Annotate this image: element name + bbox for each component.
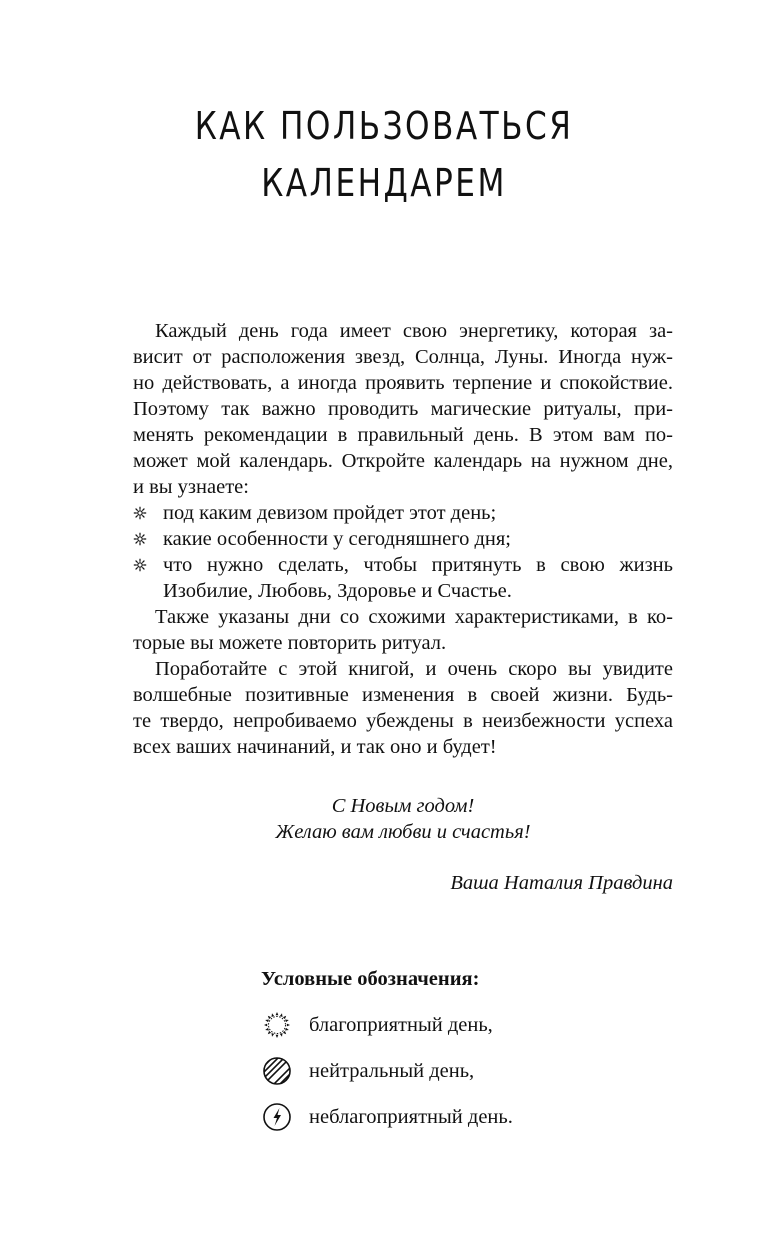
paragraph-line: торые вы можете повторить ритуал. [133,632,447,654]
legend-title: Условные обозначения: [261,968,480,990]
lightning-circle-icon [261,1101,293,1133]
title-line-2: КАЛЕНДАРЕМ [261,161,507,205]
list-item [133,500,673,526]
bullet-text: под каким девизом пройдет этот день; [163,502,497,524]
intro-line: Каждый день года имеет свою энергетику, которая за- [155,320,673,342]
paragraph-line: Поработайте с этой книгой, и очень скоро вы увидите [155,658,673,680]
legend-item-unfavorable [261,1100,513,1134]
hatched-circle-icon [261,1055,293,1087]
bullet-continuation: Изобилие, Любовь, Здоровье и Счастье. [163,580,512,602]
bullet-text: что нужно сделать, чтобы притянуть в свою жизнь [163,554,673,576]
intro-line: но действовать, а иногда проявить терпение и спокойствие. [133,372,673,394]
paragraph-line: волшебные позитивные изменения в своей жизни. Будь- [133,684,673,706]
greeting-line-1: С Новым годом! [331,795,475,817]
flower-bullet-icon [133,500,163,526]
legend-item-neutral [261,1054,474,1088]
list-item [133,552,673,578]
sun-icon [261,1009,293,1041]
paragraph-line: всех ваших начинаний, и так оно и будет! [133,736,497,758]
legend-label: неблагоприятный день. [309,1105,513,1128]
intro-line: менять рекомендации в правильный день. В этом вам по- [133,424,673,446]
greeting [133,793,673,845]
title-line-1: КАК ПОЛЬЗОВАТЬСЯ [194,104,574,148]
paragraph-line: те твердо, непробиваемо убеждены в неизбежности успеха [133,710,673,732]
legend-item-favorable [261,1008,493,1042]
intro-line: Поэтому так важно проводить магические ритуалы, при- [133,398,673,420]
list-item [133,526,673,552]
intro-line: может мой календарь. Откройте календарь на нужном дне, [133,450,673,472]
body-text [133,318,673,760]
paragraph-line: Также указаны дни со схожими характеристиками, в ко- [155,606,673,628]
intro-line: и вы узнаете: [133,476,249,498]
legend-label: благоприятный день, [309,1013,493,1036]
intro-line: висит от расположения звезд, Солнца, Луны. Иногда нуж- [133,346,673,368]
greeting-line-2: Желаю вам любви и счастья! [275,821,531,843]
page-title [69,98,699,212]
flower-bullet-icon [133,552,163,578]
legend-label: нейтральный день, [309,1059,475,1082]
signature: Ваша Наталия Правдина [450,872,673,894]
bullet-text: какие особенности у сегодняшнего дня; [163,528,511,550]
flower-bullet-icon [133,526,163,552]
